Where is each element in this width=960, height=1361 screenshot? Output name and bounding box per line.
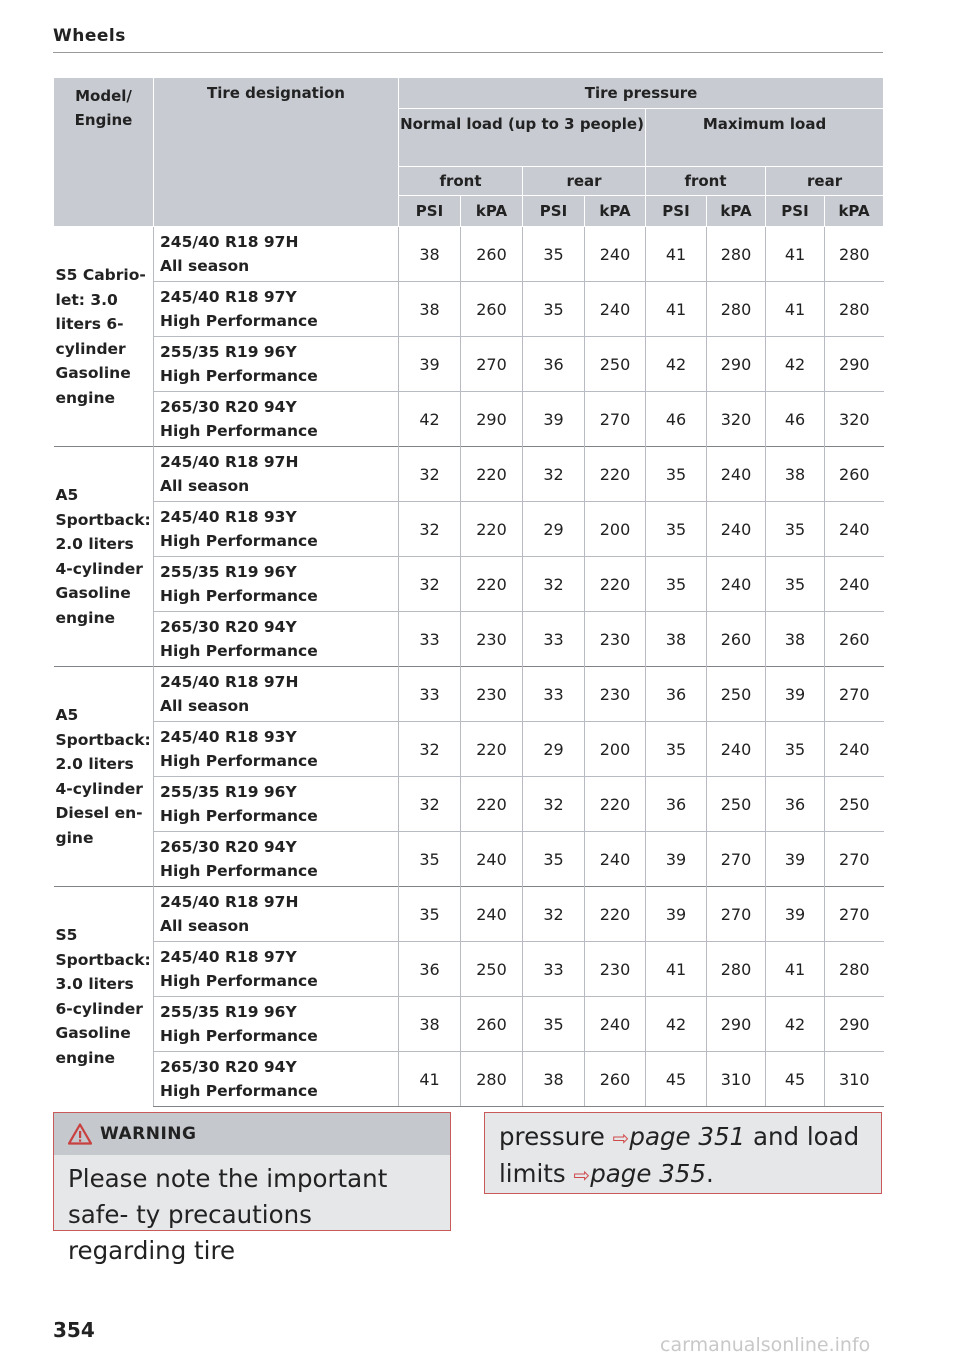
psi-value: 39: [766, 667, 825, 722]
tire-type: High Performance: [160, 642, 318, 660]
tire-designation-cell: [154, 667, 399, 722]
psi-value: 41: [766, 942, 825, 997]
kpa-value: 240: [585, 832, 646, 887]
tire-designation-cell: [154, 447, 399, 502]
tire-size: 255/35 R19 96Y: [160, 563, 297, 581]
model-engine-cell: S5 Sportback: 3.0 liters 6-cylinder Gasoline engine: [54, 887, 154, 1107]
page-ref-355[interactable]: page 355: [590, 1159, 706, 1188]
tire-size: 245/40 R18 93Y: [160, 728, 297, 746]
kpa-value: 240: [585, 227, 646, 282]
psi-value: 33: [523, 612, 585, 667]
psi-value: 38: [766, 447, 825, 502]
tire-type: High Performance: [160, 972, 318, 990]
psi-value: 35: [646, 722, 707, 777]
header-unit-psi: PSI: [399, 196, 461, 227]
tire-size: 265/30 R20 94Y: [160, 1058, 297, 1076]
kpa-value: 230: [585, 667, 646, 722]
table-row: [54, 1052, 884, 1107]
kpa-value: 310: [707, 1052, 766, 1107]
warning-label: WARNING: [100, 1124, 197, 1144]
kpa-value: 270: [585, 392, 646, 447]
watermark: carmanualsonline.info: [660, 1334, 871, 1356]
tire-designation-cell: [154, 227, 399, 282]
kpa-value: 220: [461, 557, 523, 612]
tire-size: 265/30 R20 94Y: [160, 398, 297, 416]
tire-type: High Performance: [160, 1027, 318, 1045]
tire-size: 245/40 R18 93Y: [160, 508, 297, 526]
table-row: [54, 612, 884, 667]
tire-designation-cell: [154, 997, 399, 1052]
header-tire-designation-text: Tire designation: [207, 84, 345, 102]
table-header: [54, 78, 884, 227]
psi-value: 39: [766, 887, 825, 942]
tire-size: 265/30 R20 94Y: [160, 618, 297, 636]
table-row: [54, 447, 884, 502]
psi-value: 29: [523, 722, 585, 777]
kpa-value: 250: [461, 942, 523, 997]
psi-value: 38: [399, 997, 461, 1052]
header-model-engine-text: Model/ Engine: [74, 87, 133, 129]
header-unit-psi: PSI: [523, 196, 585, 227]
kpa-value: 260: [461, 997, 523, 1052]
tire-type: All season: [160, 697, 250, 715]
psi-value: 38: [646, 612, 707, 667]
header-maximum-load: Maximum load: [646, 109, 884, 167]
table-row: [54, 887, 884, 942]
tire-type: High Performance: [160, 312, 318, 330]
header-normal-front: front: [399, 167, 523, 196]
tire-type: High Performance: [160, 752, 318, 770]
kpa-value: 260: [707, 612, 766, 667]
psi-value: 41: [646, 282, 707, 337]
kpa-value: 240: [825, 557, 884, 612]
psi-value: 45: [766, 1052, 825, 1107]
tire-designation-cell: [154, 282, 399, 337]
psi-value: 41: [646, 942, 707, 997]
warning-triangle-icon: [68, 1123, 92, 1145]
kpa-value: 240: [707, 557, 766, 612]
model-engine-cell: A5 Sportback: 2.0 liters 4-cylinder Diesel en- gine: [54, 667, 154, 887]
psi-value: 35: [766, 722, 825, 777]
header-max-rear: rear: [766, 167, 884, 196]
psi-value: 46: [646, 392, 707, 447]
psi-value: 36: [523, 337, 585, 392]
tire-designation-cell: [154, 612, 399, 667]
kpa-value: 320: [825, 392, 884, 447]
kpa-value: 280: [461, 1052, 523, 1107]
kpa-value: 240: [707, 722, 766, 777]
psi-value: 32: [523, 557, 585, 612]
tire-size: 255/35 R19 96Y: [160, 783, 297, 801]
kpa-value: 240: [825, 502, 884, 557]
psi-value: 42: [646, 337, 707, 392]
tire-size: 265/30 R20 94Y: [160, 838, 297, 856]
psi-value: 41: [766, 227, 825, 282]
psi-value: 33: [523, 667, 585, 722]
psi-value: 32: [399, 502, 461, 557]
psi-value: 32: [399, 777, 461, 832]
psi-value: 41: [766, 282, 825, 337]
psi-value: 39: [766, 832, 825, 887]
kpa-value: 290: [825, 997, 884, 1052]
header-unit-kpa: kPA: [585, 196, 646, 227]
tire-designation-cell: [154, 832, 399, 887]
tire-designation-cell: [154, 502, 399, 557]
header-unit-kpa: kPA: [825, 196, 884, 227]
table-row: [54, 227, 884, 282]
tire-type: High Performance: [160, 587, 318, 605]
tire-size: 255/35 R19 96Y: [160, 343, 297, 361]
psi-value: 36: [766, 777, 825, 832]
header-unit-kpa: kPA: [707, 196, 766, 227]
kpa-value: 290: [707, 997, 766, 1052]
kpa-value: 270: [825, 667, 884, 722]
tire-designation-cell: [154, 557, 399, 612]
psi-value: 39: [646, 832, 707, 887]
header-unit-psi: PSI: [646, 196, 707, 227]
tire-designation-cell: [154, 942, 399, 997]
kpa-value: 280: [825, 282, 884, 337]
tire-type: All season: [160, 257, 250, 275]
kpa-value: 220: [585, 557, 646, 612]
kpa-value: 220: [461, 447, 523, 502]
psi-value: 38: [399, 227, 461, 282]
page-number: 354: [53, 1318, 95, 1342]
psi-value: 42: [399, 392, 461, 447]
psi-value: 35: [646, 557, 707, 612]
kpa-value: 240: [461, 887, 523, 942]
tire-type: All season: [160, 917, 250, 935]
psi-value: 33: [399, 667, 461, 722]
psi-value: 35: [399, 887, 461, 942]
kpa-value: 270: [461, 337, 523, 392]
psi-value: 35: [523, 832, 585, 887]
tire-designation-cell: [154, 337, 399, 392]
kpa-value: 220: [585, 447, 646, 502]
kpa-value: 230: [585, 612, 646, 667]
page-ref-arrow-icon: ⇨: [612, 1126, 630, 1150]
header-unit-psi: PSI: [766, 196, 825, 227]
psi-value: 32: [399, 557, 461, 612]
tire-designation-cell: [154, 777, 399, 832]
header-normal-load: Normal load (up to 3 people): [399, 109, 646, 167]
kpa-value: 280: [707, 227, 766, 282]
tire-type: High Performance: [160, 862, 318, 880]
kpa-value: 250: [707, 667, 766, 722]
psi-value: 35: [523, 282, 585, 337]
kpa-value: 280: [825, 942, 884, 997]
header-tire-designation: [154, 78, 399, 227]
kpa-value: 240: [707, 447, 766, 502]
header-model-engine: [54, 78, 154, 227]
table-row: [54, 392, 884, 447]
table-body: [54, 227, 884, 1107]
kpa-value: 260: [461, 227, 523, 282]
kpa-value: 250: [585, 337, 646, 392]
kpa-value: 240: [825, 722, 884, 777]
psi-value: 38: [523, 1052, 585, 1107]
kpa-value: 280: [825, 227, 884, 282]
psi-value: 35: [766, 557, 825, 612]
kpa-value: 230: [461, 667, 523, 722]
tire-designation-cell: [154, 722, 399, 777]
warning-continuation: [484, 1112, 882, 1194]
kpa-value: 290: [707, 337, 766, 392]
kpa-value: 270: [707, 832, 766, 887]
tire-size: 245/40 R18 97Y: [160, 288, 297, 306]
model-engine-cell: S5 Cabrio- let: 3.0 liters 6-cylinder Gasoline engine: [54, 227, 154, 447]
header-rule: [53, 52, 883, 53]
tire-designation-cell: [154, 1052, 399, 1107]
psi-value: 41: [646, 227, 707, 282]
psi-value: 36: [399, 942, 461, 997]
table-row: [54, 502, 884, 557]
header-unit-kpa: kPA: [461, 196, 523, 227]
psi-value: 32: [523, 447, 585, 502]
kpa-value: 220: [461, 502, 523, 557]
table-row: [54, 667, 884, 722]
tire-designation-cell: [154, 392, 399, 447]
warning-text: Please note the important safe- ty precautions regarding tire: [68, 1164, 388, 1265]
header-tire-pressure: Tire pressure: [399, 78, 884, 109]
page-ref-351[interactable]: page 351: [629, 1122, 746, 1151]
tire-type: High Performance: [160, 1082, 318, 1100]
psi-value: 35: [646, 447, 707, 502]
psi-value: 35: [399, 832, 461, 887]
warning-header: [54, 1113, 450, 1155]
tire-size: 245/40 R18 97H: [160, 893, 299, 911]
tire-size: 245/40 R18 97H: [160, 453, 299, 471]
psi-value: 36: [646, 777, 707, 832]
psi-value: 32: [523, 887, 585, 942]
kpa-value: 260: [585, 1052, 646, 1107]
table-row: [54, 777, 884, 832]
psi-value: 36: [646, 667, 707, 722]
psi-value: 33: [399, 612, 461, 667]
table-row: [54, 282, 884, 337]
model-engine-cell: A5 Sportback: 2.0 liters 4-cylinder Gasoline engine: [54, 447, 154, 667]
psi-value: 32: [399, 722, 461, 777]
tire-type: High Performance: [160, 422, 318, 440]
kpa-value: 270: [825, 832, 884, 887]
kpa-value: 220: [585, 777, 646, 832]
kpa-value: 220: [585, 887, 646, 942]
kpa-value: 250: [707, 777, 766, 832]
tire-designation-cell: [154, 887, 399, 942]
tire-size: 245/40 R18 97H: [160, 673, 299, 691]
kpa-value: 220: [461, 777, 523, 832]
kpa-value: 270: [825, 887, 884, 942]
psi-value: 42: [766, 337, 825, 392]
psi-value: 38: [766, 612, 825, 667]
kpa-value: 230: [461, 612, 523, 667]
page-ref-arrow-icon: ⇨: [573, 1163, 591, 1187]
psi-value: 42: [766, 997, 825, 1052]
table-row: [54, 832, 884, 887]
psi-value: 42: [646, 997, 707, 1052]
continuation-end: .: [705, 1159, 714, 1188]
table-row: [54, 997, 884, 1052]
kpa-value: 200: [585, 502, 646, 557]
psi-value: 29: [523, 502, 585, 557]
table-row: [54, 942, 884, 997]
psi-value: 32: [399, 447, 461, 502]
tire-type: High Performance: [160, 807, 318, 825]
psi-value: 35: [523, 227, 585, 282]
tire-type: All season: [160, 477, 250, 495]
tire-type: High Performance: [160, 532, 318, 550]
header-max-front: front: [646, 167, 766, 196]
continuation-text-2: and load limits: [499, 1122, 860, 1188]
psi-value: 45: [646, 1052, 707, 1107]
psi-value: 35: [766, 502, 825, 557]
header-normal-rear: rear: [523, 167, 646, 196]
kpa-value: 270: [707, 887, 766, 942]
kpa-value: 290: [461, 392, 523, 447]
continuation-text-1: pressure: [499, 1122, 605, 1151]
table-row: [54, 337, 884, 392]
psi-value: 38: [399, 282, 461, 337]
kpa-value: 260: [825, 612, 884, 667]
psi-value: 46: [766, 392, 825, 447]
kpa-value: 230: [585, 942, 646, 997]
table-row: [54, 557, 884, 612]
kpa-value: 200: [585, 722, 646, 777]
table-row: [54, 722, 884, 777]
psi-value: 32: [523, 777, 585, 832]
tire-size: 245/40 R18 97H: [160, 233, 299, 251]
kpa-value: 320: [707, 392, 766, 447]
tire-size: 245/40 R18 97Y: [160, 948, 297, 966]
psi-value: 39: [646, 887, 707, 942]
psi-value: 41: [399, 1052, 461, 1107]
kpa-value: 240: [461, 832, 523, 887]
tire-type: High Performance: [160, 367, 318, 385]
kpa-value: 220: [461, 722, 523, 777]
kpa-value: 250: [825, 777, 884, 832]
tire-pressure-table: [53, 77, 884, 1107]
psi-value: 35: [646, 502, 707, 557]
kpa-value: 290: [825, 337, 884, 392]
section-title: Wheels: [53, 26, 126, 46]
warning-box: [53, 1112, 451, 1265]
kpa-value: 240: [585, 282, 646, 337]
kpa-value: 280: [707, 282, 766, 337]
kpa-value: 310: [825, 1052, 884, 1107]
tire-size: 255/35 R19 96Y: [160, 1003, 297, 1021]
kpa-value: 240: [707, 502, 766, 557]
kpa-value: 260: [825, 447, 884, 502]
psi-value: 39: [523, 392, 585, 447]
psi-value: 35: [523, 997, 585, 1052]
psi-value: 39: [399, 337, 461, 392]
kpa-value: 240: [585, 997, 646, 1052]
kpa-value: 260: [461, 282, 523, 337]
kpa-value: 280: [707, 942, 766, 997]
psi-value: 33: [523, 942, 585, 997]
